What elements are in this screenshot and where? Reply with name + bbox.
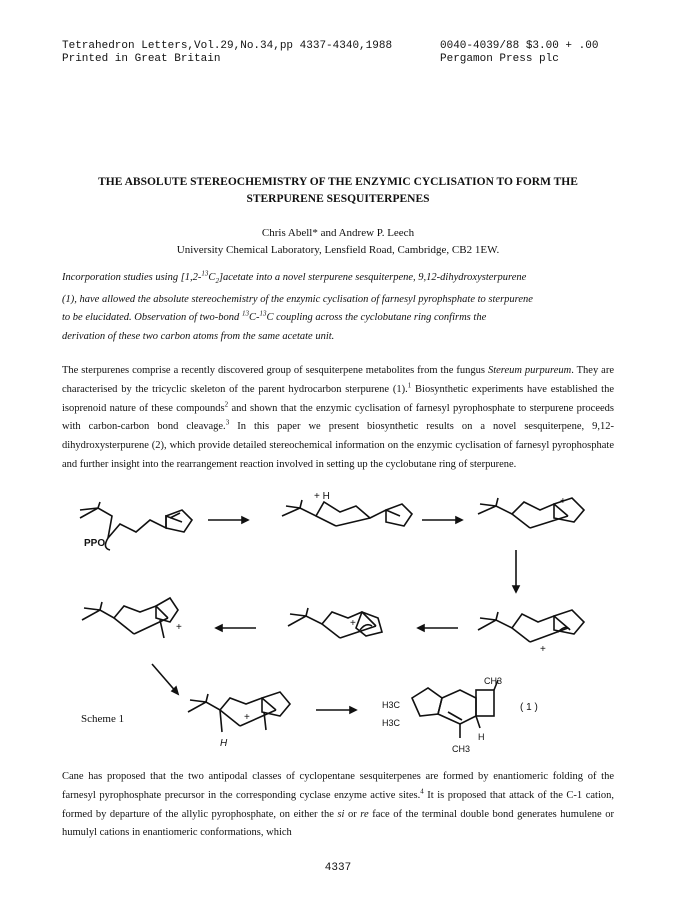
structure-rearranged-cation xyxy=(82,598,178,638)
body-text: face of the terminal double bond generates humulene or humulyl cations in enantiomeric conformations, which xyxy=(62,808,614,839)
structure-protonated xyxy=(282,500,412,526)
title-line-1: THE ABSOLUTE STEREOCHEMISTRY OF THE ENZYMIC CYCLISATION TO FORM THE xyxy=(98,176,578,188)
reference-mark: 1 xyxy=(407,381,412,390)
arrowhead xyxy=(418,625,424,631)
author-block xyxy=(40,225,636,259)
article-title xyxy=(40,174,636,208)
author-names: Chris Abell* and Andrew P. Leech xyxy=(261,227,415,239)
abstract-text: C- xyxy=(248,312,260,324)
cane-paragraph xyxy=(62,768,614,843)
reference-mark: 3 xyxy=(225,418,230,427)
arrowhead xyxy=(216,625,222,631)
reaction-scheme xyxy=(60,480,620,770)
plus-charge: + xyxy=(176,622,182,633)
article-code: 0040-4039/88 $3.00 + .00 xyxy=(440,40,599,52)
ppo-label: PPO xyxy=(84,538,106,549)
face-si: si xyxy=(337,808,345,820)
body-text: and shown that the enzymic cyclisation of farnesyl pyrophosphate to sterpurene proceeds with carbon-carbon bond cleavage. xyxy=(62,402,614,433)
body-text: Cane has proposed that the two antipodal classes of cyclopentane sesquiterpenes are formed by enantiomeric folding of the farnesyl pyrophosphate precursor in the corresponding cyclase enzyme active sites. xyxy=(62,771,614,801)
isotope-superscript: 13 xyxy=(201,269,209,278)
reference-mark: 4 xyxy=(420,787,424,796)
abstract-text: (1), have allowed the absolute stereochemistry of the enzymic cyclisation of farnesyl pyrophsphate to sterpurene xyxy=(62,293,533,305)
affiliation: University Chemical Laboratory, Lensfield Road, Cambridge, CB2 1EW. xyxy=(176,244,500,256)
abstract-text: derivation of these two carbon atoms from the same acetate unit. xyxy=(62,330,335,342)
structure-bicyclic-cation xyxy=(478,610,584,642)
body-text: In this paper we present biosynthetic results on a novel sesquiterpene, 9,12-dihydroxysterpurene (2), which provide detailed stereochemical information on the enzymic cyclisation of farnesyl pyrophosphate and further insight into the rearrangement reaction involved in setting up the cyclobutane ring of sterpurene. xyxy=(62,421,614,470)
structure-cyclobutyl-cation xyxy=(188,692,290,732)
body-text: Biosynthetic experiments have established the isoprenoid nature of these compounds xyxy=(62,383,614,414)
arrowhead xyxy=(456,517,462,523)
abstract-text: ]acetate into a novel sterpurene sesquiterpene, 9,12-dihydroxysterpurene xyxy=(218,272,527,283)
species-name: Stereum purpureum xyxy=(487,365,572,376)
h3c-label: H3C xyxy=(382,718,401,728)
abstract-text: to be elucidated. Observation of two-bond xyxy=(62,312,242,324)
arrowhead xyxy=(242,517,248,523)
scheme-label: Scheme 1 xyxy=(81,713,125,725)
plus-charge: + xyxy=(244,712,250,723)
intro-paragraph xyxy=(62,362,614,475)
body-text: . They are characterised by the tricyclic skeleton of the parent hydrocarbon sterpurene (1). xyxy=(62,365,615,395)
abstract-text: C xyxy=(208,272,216,283)
face-re: re xyxy=(360,808,369,820)
publisher: Pergamon Press plc xyxy=(440,53,559,65)
abstract xyxy=(62,269,614,346)
structure-tricyclic-cation xyxy=(288,608,382,638)
body-text: It is proposed that attack of the C-1 cation, formed by departure of the allylic pyrophosphate, on either the xyxy=(62,789,615,820)
h-plus-label: + H xyxy=(314,491,330,502)
journal-citation: Tetrahedron Letters,Vol.29,No.34,pp 4337-4340,1988 xyxy=(62,40,393,52)
plus-charge: + xyxy=(540,644,546,655)
arrowhead xyxy=(513,586,519,592)
h3c-label: H3C xyxy=(382,700,401,710)
structure-humulyl-cation xyxy=(478,498,584,528)
plus-charge: + xyxy=(560,496,566,507)
plus-charge: + xyxy=(350,618,356,629)
isotope-superscript: 13 xyxy=(241,309,249,318)
compound-number: ( 1 ) xyxy=(520,702,538,713)
isotope-superscript: 13 xyxy=(259,309,267,318)
body-text: or xyxy=(344,808,361,820)
h-label: H xyxy=(478,732,485,742)
title-line-2: STERPURENE SESQUITERPENES xyxy=(246,193,430,205)
subscript: 2 xyxy=(215,277,219,286)
abstract-text: Incorporation studies using [1,2- xyxy=(62,272,202,283)
journal-header-right xyxy=(440,40,598,66)
ch3-label: CH3 xyxy=(452,744,471,754)
page-number: 4337 xyxy=(324,862,352,874)
abstract-text: C coupling across the cyclobutane ring confirms the xyxy=(266,312,487,324)
reference-mark: 2 xyxy=(224,400,229,409)
h-label: H xyxy=(220,738,228,749)
journal-header-left xyxy=(62,40,392,66)
ch3-label: CH3 xyxy=(484,676,503,686)
printed-in: Printed in Great Britain xyxy=(62,53,221,65)
body-text: The sterpurenes comprise a recently discovered group of sesquiterpene metabolites from the fungus xyxy=(62,365,488,376)
arrowhead xyxy=(350,707,356,713)
structure-sterpurene xyxy=(412,680,498,738)
